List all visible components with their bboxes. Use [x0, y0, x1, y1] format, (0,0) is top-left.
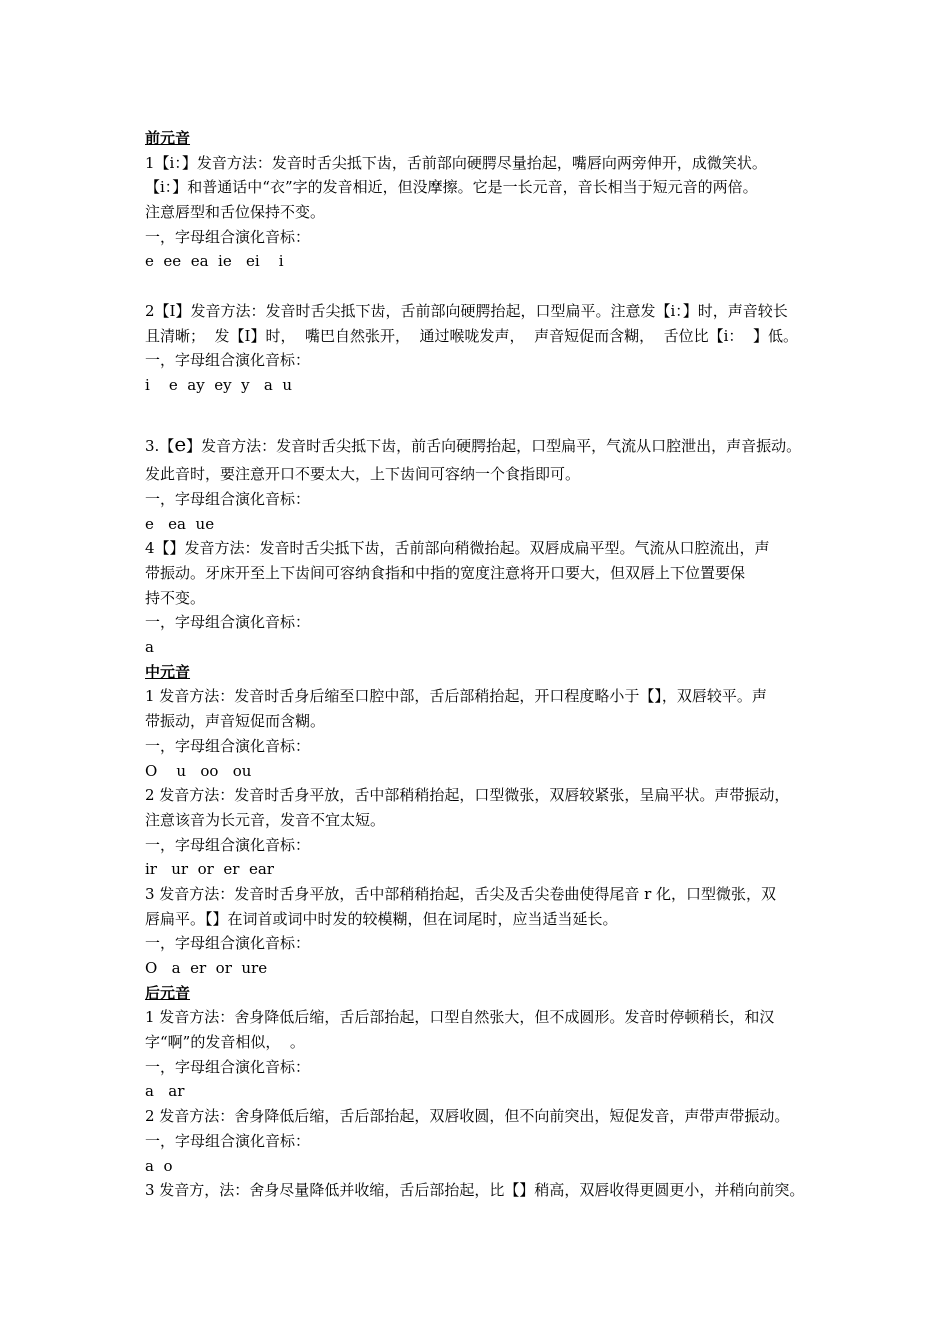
text-line: 发此音时，要注意开口不要太大，上下齿间可容纳一个食指即可。 — [145, 465, 581, 484]
text-line: 3 发音方法：发音时舌身平放，舌中部稍稍抬起，舌尖及舌尖卷曲使得尾音 r 化，口型微张，双 — [145, 884, 777, 903]
text-line: 4【】发音方法：发音时舌尖抵下齿，舌前部向稍微抬起。双唇成扁平型。气流从口腔流出，声 — [145, 539, 770, 558]
combo-list: a ar — [145, 1082, 185, 1101]
combo-label: 一，字母组合演化音标： — [145, 613, 311, 632]
text-line: 2 发音方法：发音时舌身平放，舌中部稍稍抬起，口型微张，双唇较紧张，呈扁平状。声带振动， — [145, 786, 790, 805]
combo-list: e ea ue — [145, 514, 215, 533]
text-line — [145, 428, 825, 460]
combo-list: O u oo ou — [145, 761, 252, 780]
combo-label: 一，字母组合演化音标： — [145, 736, 311, 755]
section-heading-middle: 中元音 — [145, 662, 191, 681]
phonetic-symbol: e — [174, 432, 187, 457]
combo-label: 一，字母组合演化音标： — [145, 835, 311, 854]
paragraph-gap — [145, 274, 825, 299]
combo-label: 一，字母组合演化音标： — [145, 934, 311, 953]
combo-list: ir ur or er ear — [145, 860, 274, 879]
text-line: 注意唇型和舌位保持不变。 — [145, 203, 326, 222]
section-heading-front: 前元音 — [145, 129, 191, 147]
text-line: 注意该音为长元音，发音不宜太短。 — [145, 810, 386, 829]
combo-list: e ee ea ie ei i — [145, 252, 284, 271]
text-line: 且清晰； 发【I】时， 嘴巴自然张开， 通过喉咙发声， 声音短促而含糊， 舌位比【i： 】低。 — [145, 326, 798, 345]
text-line: 2 发音方法：舍身降低后缩，舌后部抬起，双唇收圆，但不向前突出，短促发音，声带声带振动。 — [145, 1107, 790, 1126]
text-line: 1 发音方法：发音时舌身后缩至口腔中部，舌后部稍抬起，开口程度略小于【】，双唇较平。声 — [145, 687, 767, 706]
combo-list: O a er or ure — [145, 959, 268, 977]
section-heading-back: 后元音 — [145, 983, 191, 1002]
combo-label: 一，字母组合演化音标： — [145, 1131, 311, 1150]
text-line: 持不变。 — [145, 588, 206, 607]
text-line: 唇扁平。【】在词首或词中时发的较模糊，但在词尾时，应当适当延长。 — [145, 909, 618, 928]
document-page — [145, 126, 825, 1203]
combo-list: a o — [145, 1156, 173, 1175]
combo-label: 一，字母组合演化音标： — [145, 227, 311, 246]
text-line: 字“啊”的发音相似， 。 — [145, 1033, 305, 1052]
text-line: 带振动，声音短促而含糊。 — [145, 712, 326, 731]
combo-label: 一，字母组合演化音标： — [145, 489, 311, 508]
text-line: 【i：】和普通话中“衣”字的发音相近，但没摩擦。它是一长元音，音长相当于短元音的两倍。 — [145, 178, 758, 197]
combo-list: i e ay ey y a u — [145, 375, 293, 394]
combo-label: 一，字母组合演化音标： — [145, 351, 311, 370]
text-line: 1 发音方法：舍身降低后缩，舌后部抬起，口型自然张大，但不成圆形。发音时停顿稍长，和汉 — [145, 1008, 775, 1027]
combo-list: a — [145, 638, 154, 657]
combo-label: 一，字母组合演化音标： — [145, 1057, 311, 1076]
text-line: 带振动。牙床开至上下齿间可容纳食指和中指的宽度注意将开口要大，但双唇上下位置要保 — [145, 564, 746, 582]
text-line: 1【i：】发音方法：发音时舌尖抵下齿，舌前部向硬腭尽量抬起，嘴唇向两旁伸开，成微笑状。 — [145, 153, 767, 172]
text-line-rest: 】发音方法：发音时舌尖抵下齿，前舌向硬腭抬起，口型扁平，气流从口腔泄出，声音振动。 — [186, 437, 802, 456]
item-prefix: 3.【 — [145, 437, 175, 456]
text-line: 2【I】发音方法：发音时舌尖抵下齿，舌前部向硬腭抬起，口型扁平。注意发【i：】时，声音较长 — [145, 301, 788, 320]
paragraph-gap — [145, 398, 825, 423]
text-line: 3 发音方，法：舍身尽量降低并收缩，舌后部抬起，比【】稍高，双唇收得更圆更小，并稍向前突。 — [145, 1181, 805, 1200]
